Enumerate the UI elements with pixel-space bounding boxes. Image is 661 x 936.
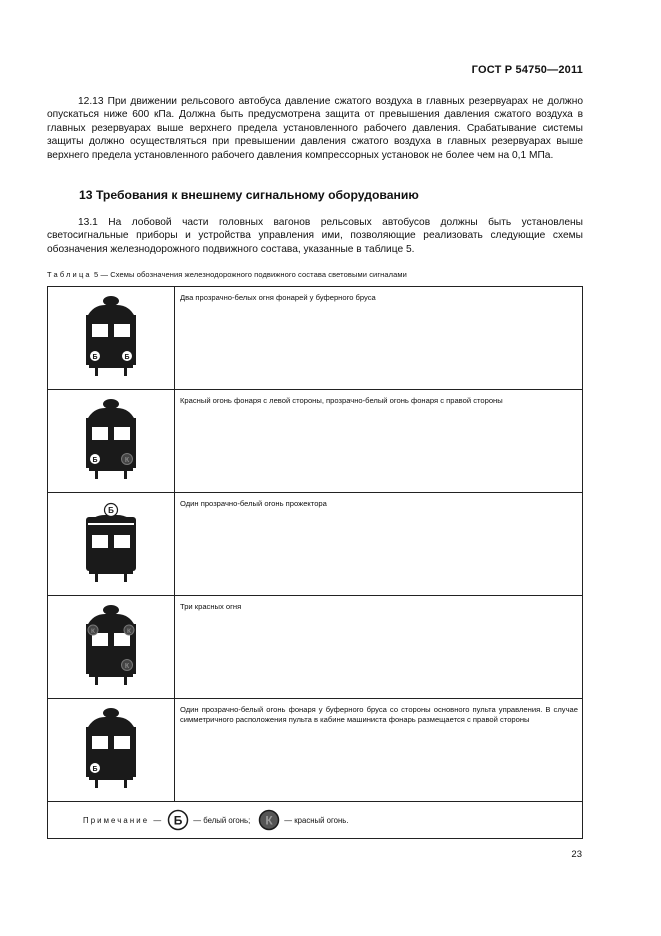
table-row <box>48 390 582 493</box>
table-row <box>48 287 582 390</box>
red-light-legend-text: — красный огонь. <box>284 815 349 825</box>
section-title: 13 Требования к внешнему сигнальному оборудованию <box>79 188 419 202</box>
signal-scheme-description: Два прозрачно-белых огня фонарей у буферного бруса <box>180 293 376 302</box>
paragraph-12-13: 12.13 При движении рельсового автобуса давление сжатого воздуха в главных резервуарах не должно опускаться ниже 600 кПа. Должна быть предусмотрена защита от превышения давления сжатого воздуха в главных резервуарах выше верхнего предела установленного рабочего давления. Срабатывание системы защиты должно осуществляться при превышении давления сжатого воздуха в главных резервуарах выше верхнего предела установленного рабочего давления компрессорных установок не более чем на 0,1 МПа. <box>47 96 583 161</box>
table-row <box>48 596 582 699</box>
signal-scheme-description: Красный огонь фонаря с левой стороны, прозрачно-белый огонь фонаря с правой стороны <box>180 396 503 405</box>
railbus-white-headlight-icon <box>76 499 146 589</box>
signal-scheme-picture <box>48 390 175 492</box>
svg-text:К: К <box>91 628 95 635</box>
railbus-one-white-light-icon <box>76 705 146 795</box>
table-caption <box>47 270 407 279</box>
railbus-two-white-lights-icon <box>76 293 146 383</box>
svg-text:Б: Б <box>92 354 98 361</box>
table-row <box>48 699 582 802</box>
svg-text:Б: Б <box>124 354 130 361</box>
note-label: Примечание — <box>83 815 164 825</box>
svg-text:К: К <box>124 663 130 670</box>
railbus-three-red-lights-icon <box>76 602 146 692</box>
table-caption-text: 5 — Схемы обозначения железнодорожного подвижного состава световыми сигналами <box>94 270 407 279</box>
svg-text:Б: Б <box>173 813 183 828</box>
svg-text:Б: Б <box>92 457 98 464</box>
signal-scheme-description: Один прозрачно-белый огонь фонаря у буферного бруса со стороны основного пульта управления. В случае симметричного расположения пульта в кабине машиниста фонарь размещается с правой стороны <box>180 705 578 725</box>
signal-scheme-description: Три красных огня <box>180 602 242 611</box>
document-code: ГОСТ Р 54750—2011 <box>471 64 583 76</box>
white-light-legend-icon <box>167 809 189 831</box>
svg-text:Б: Б <box>92 766 98 773</box>
signal-scheme-table <box>47 286 583 839</box>
railbus-red-left-white-right-icon <box>76 396 146 486</box>
svg-text:К: К <box>265 813 273 828</box>
signal-scheme-picture <box>48 493 175 595</box>
svg-text:К: К <box>127 628 131 635</box>
signal-scheme-picture <box>48 699 175 801</box>
table-row <box>48 493 582 596</box>
signal-scheme-picture <box>48 596 175 698</box>
svg-text:К: К <box>124 457 130 464</box>
table-note <box>48 802 582 838</box>
white-light-legend-text: — белый огонь; <box>193 815 251 825</box>
signal-scheme-description: Один прозрачно-белый огонь прожектора <box>180 499 327 508</box>
signal-scheme-picture <box>48 287 175 389</box>
paragraph-13-1: 13.1 На лобовой части головных вагонов рельсовых автобусов должны быть установлены светосигнальные приборы и устройства управления ими, позволяющие реализовать следующие схемы обозначения железнодорожного подвижного состава, указанные в таблице 5. <box>47 217 583 255</box>
table-caption-label: Таблица <box>47 270 92 279</box>
page-number: 23 <box>571 849 582 860</box>
svg-text:Б: Б <box>108 506 114 515</box>
red-light-legend-icon <box>258 809 280 831</box>
